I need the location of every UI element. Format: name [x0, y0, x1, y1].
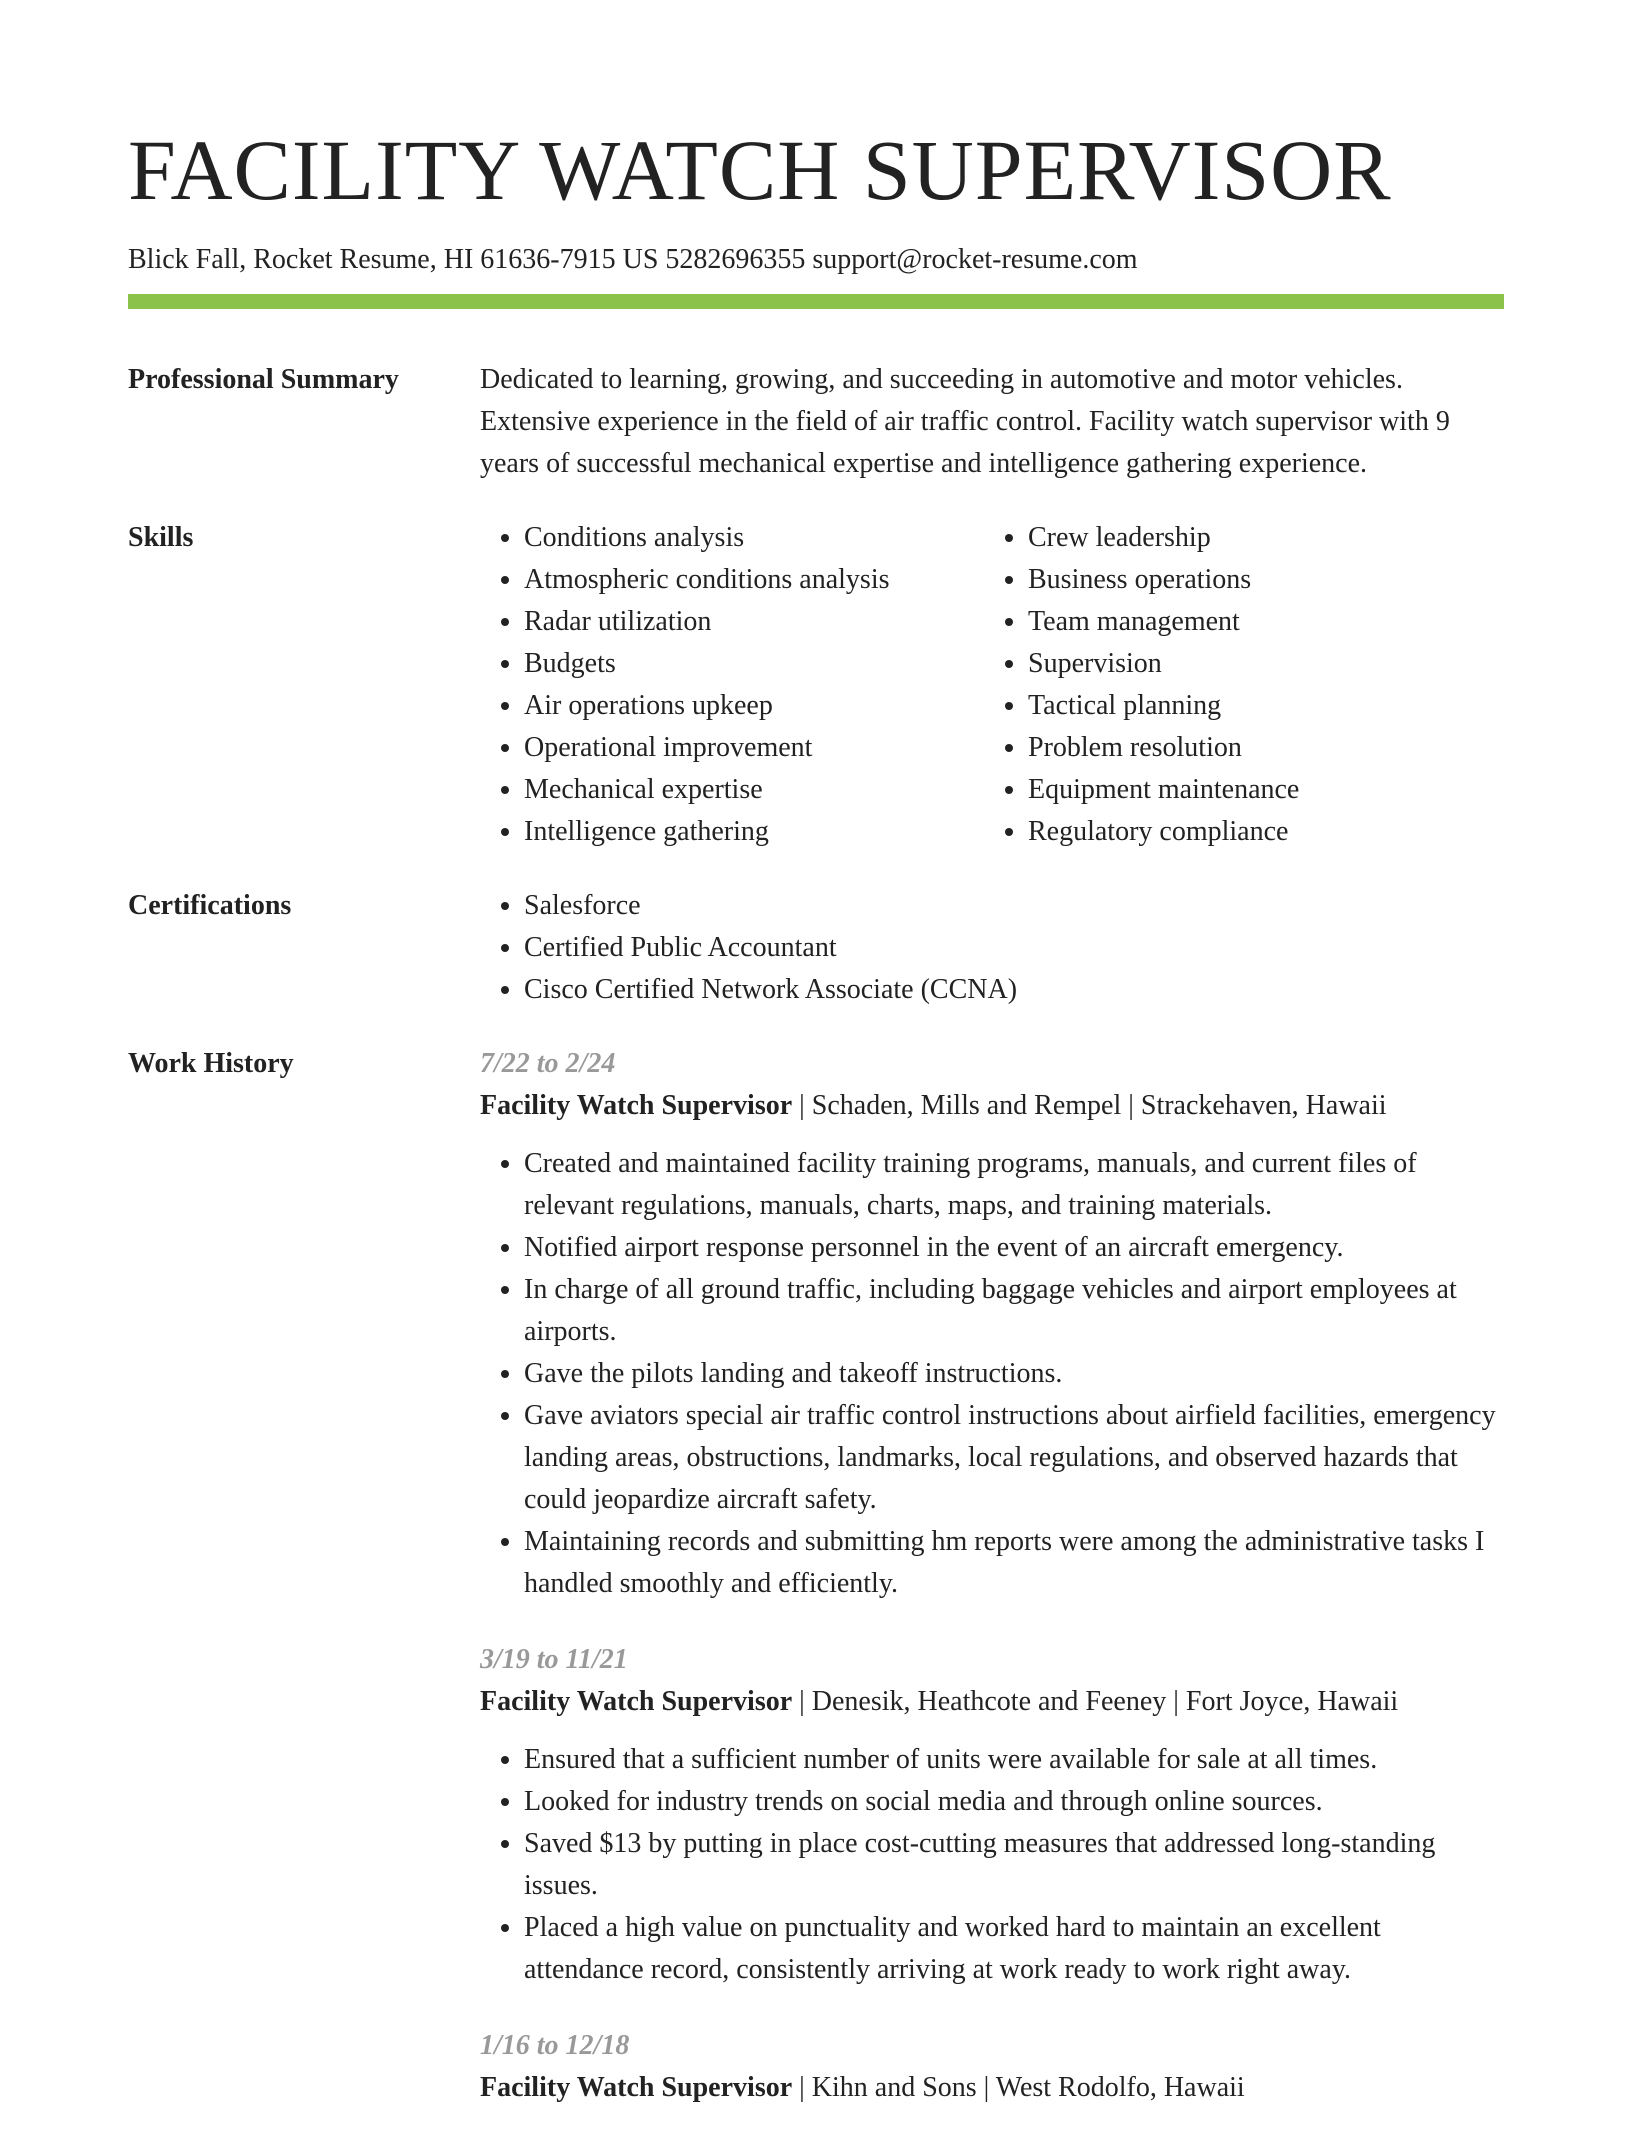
summary-text: Dedicated to learning, growing, and succeeding in automotive and motor vehicles. Extensive experience in the field of air traffic control. Facility watch supervisor with 9 years of successful mechanical expertise and intelligence gathering experience.	[480, 364, 1450, 479]
skill-item: • Regulatory compliance	[1028, 811, 1528, 853]
job-entry	[480, 1639, 1504, 1991]
job-dates: 1/16 to 12/18	[480, 2030, 630, 2061]
job-bullet: • Notified airport response personnel in the event of an aircraft emergency.	[524, 1227, 1504, 1269]
job-bullet: • Saved $13 by putting in place cost-cutting measures that addressed long-standing issues.	[524, 1823, 1504, 1907]
skills-list-right	[984, 517, 1528, 853]
job-employer-location: | Schaden, Mills and Rempel | Strackehaven, Hawaii	[792, 1090, 1387, 1121]
skills-columns	[480, 517, 1528, 853]
work-history-label: Work History	[128, 1048, 294, 1079]
job-bullet: • Maintaining records and submitting hm reports were among the administrative tasks I handled smoothly and efficiently.	[524, 1521, 1504, 1605]
skill-item: • Equipment maintenance	[1028, 769, 1528, 811]
job-bullet: • Looked for industry trends on social media and through online sources.	[524, 1781, 1504, 1823]
skill-item: • Radar utilization	[524, 601, 984, 643]
skill-item: • Intelligence gathering	[524, 811, 984, 853]
job-bullet: • Created and maintained facility training programs, manuals, and current files of relevant regulations, manuals, charts, maps, and training materials.	[524, 1143, 1504, 1227]
resume-page	[128, 0, 1504, 2143]
skill-item: • Crew leadership	[1028, 517, 1528, 559]
job-bullet: • Gave aviators special air traffic control instructions about airfield facilities, emergency landing areas, obstructions, landmarks, local regulations, and observed hazards that could jeopardize aircraft safety.	[524, 1395, 1504, 1521]
skill-item: • Conditions analysis	[524, 517, 984, 559]
job-bullet: • In charge of all ground traffic, including baggage vehicles and airport employees at airports.	[524, 1269, 1504, 1353]
job-entry	[480, 2025, 1504, 2109]
certification-item: • Certified Public Accountant	[524, 927, 1504, 969]
job-bullets	[480, 1143, 1504, 1605]
contact-email: support@rocket-resume.com	[812, 244, 1138, 275]
summary-section	[128, 359, 1504, 485]
job-title: Facility Watch Supervisor	[480, 2072, 793, 2103]
job-employer-location: | Denesik, Heathcote and Feeney | Fort Joyce, Hawaii	[792, 1686, 1399, 1717]
job-heading	[480, 1085, 1504, 1127]
certifications-label: Certifications	[128, 890, 292, 921]
skill-item: • Team management	[1028, 601, 1528, 643]
contact-phone: 5282696355	[665, 244, 806, 275]
job-heading	[480, 2067, 1504, 2109]
skill-item: • Operational improvement	[524, 727, 984, 769]
job-dates: 3/19 to 11/21	[480, 1644, 628, 1675]
job-dates: 7/22 to 2/24	[480, 1048, 616, 1079]
job-bullet: • Gave the pilots landing and takeoff instructions.	[524, 1353, 1504, 1395]
contact-address: Blick Fall, Rocket Resume, HI 61636-7915 US	[128, 244, 659, 275]
skill-item: • Budgets	[524, 643, 984, 685]
work-history-body	[480, 1043, 1504, 2143]
job-heading	[480, 1681, 1504, 1723]
certifications-section	[128, 885, 1504, 1011]
skill-item: • Tactical planning	[1028, 685, 1528, 727]
certifications-list	[480, 885, 1504, 1011]
work-history-section	[128, 1043, 1504, 2143]
job-bullets	[480, 1739, 1504, 1991]
skill-item: • Supervision	[1028, 643, 1528, 685]
contact-line	[128, 242, 1504, 278]
skill-item: • Business operations	[1028, 559, 1528, 601]
skill-item: • Mechanical expertise	[524, 769, 984, 811]
skill-item: • Air operations upkeep	[524, 685, 984, 727]
job-title: Facility Watch Supervisor	[480, 1686, 793, 1717]
job-bullet: • Ensured that a sufficient number of units were available for sale at all times.	[524, 1739, 1504, 1781]
skill-item: • Atmospheric conditions analysis	[524, 559, 984, 601]
certification-item: • Cisco Certified Network Associate (CCNA)	[524, 969, 1504, 1011]
job-title: Facility Watch Supervisor	[480, 1090, 793, 1121]
header-divider	[128, 294, 1504, 309]
certification-item: • Salesforce	[524, 885, 1504, 927]
skills-list-left	[480, 517, 984, 853]
skills-label: Skills	[128, 522, 194, 553]
job-employer-location: | Kihn and Sons | West Rodolfo, Hawaii	[792, 2072, 1245, 2103]
skill-item: • Problem resolution	[1028, 727, 1528, 769]
summary-label: Professional Summary	[128, 364, 399, 395]
certifications-body	[480, 885, 1504, 1011]
job-bullet: • Placed a high value on punctuality and worked hard to maintain an excellent attendance record, consistently arriving at work ready to work right away.	[524, 1907, 1504, 1991]
job-entry	[480, 1043, 1504, 1605]
skills-section	[128, 517, 1504, 853]
resume-name-heading: FACILITY WATCH SUPERVISOR	[128, 122, 1392, 218]
